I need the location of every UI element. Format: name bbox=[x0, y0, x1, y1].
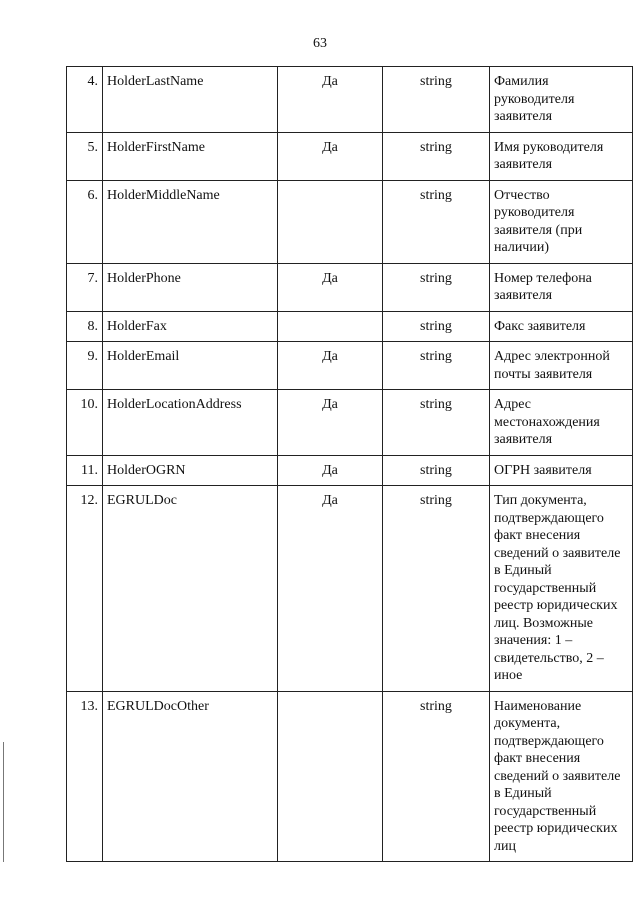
field-type: string bbox=[383, 342, 490, 390]
row-number: 9. bbox=[67, 342, 103, 390]
required-flag: Да bbox=[278, 390, 383, 456]
field-type: string bbox=[383, 263, 490, 311]
row-number: 12. bbox=[67, 486, 103, 692]
required-flag: Да bbox=[278, 486, 383, 692]
field-name: HolderMiddleName bbox=[103, 180, 278, 263]
row-number: 13. bbox=[67, 691, 103, 862]
field-name: HolderLastName bbox=[103, 67, 278, 133]
scan-edge-line bbox=[3, 742, 4, 862]
field-type: string bbox=[383, 180, 490, 263]
field-type: string bbox=[383, 67, 490, 133]
row-number: 4. bbox=[67, 67, 103, 133]
field-name: HolderLocationAddress bbox=[103, 390, 278, 456]
field-name: HolderFirstName bbox=[103, 132, 278, 180]
fields-table bbox=[66, 66, 633, 862]
field-description: Адрес местонахождения заявителя bbox=[490, 390, 633, 456]
field-description: ОГРН заявителя bbox=[490, 455, 633, 486]
required-flag: Да bbox=[278, 132, 383, 180]
required-flag: Да bbox=[278, 455, 383, 486]
row-number: 5. bbox=[67, 132, 103, 180]
field-type: string bbox=[383, 691, 490, 862]
required-flag: Да bbox=[278, 263, 383, 311]
required-flag: Да bbox=[278, 342, 383, 390]
field-name: EGRULDoc bbox=[103, 486, 278, 692]
row-number: 10. bbox=[67, 390, 103, 456]
field-type: string bbox=[383, 390, 490, 456]
required-flag bbox=[278, 180, 383, 263]
field-description: Фамилия руководителя заявителя bbox=[490, 67, 633, 133]
field-type: string bbox=[383, 132, 490, 180]
table-row bbox=[67, 455, 633, 486]
field-description: Номер телефона заявителя bbox=[490, 263, 633, 311]
field-description: Имя руководителя заявителя bbox=[490, 132, 633, 180]
required-flag bbox=[278, 691, 383, 862]
required-flag: Да bbox=[278, 67, 383, 133]
table-row bbox=[67, 691, 633, 862]
field-name: HolderPhone bbox=[103, 263, 278, 311]
field-description: Тип документа, подтверждающего факт внесения сведений о заявителе в Единый государственный реестр юридических лиц. Возможные значения: 1 – свидетельство, 2 – иное bbox=[490, 486, 633, 692]
table-row bbox=[67, 132, 633, 180]
field-name: HolderFax bbox=[103, 311, 278, 342]
field-name: EGRULDocOther bbox=[103, 691, 278, 862]
field-type: string bbox=[383, 455, 490, 486]
field-name: HolderOGRN bbox=[103, 455, 278, 486]
table-row bbox=[67, 67, 633, 133]
field-type: string bbox=[383, 486, 490, 692]
field-name: HolderEmail bbox=[103, 342, 278, 390]
field-description: Адрес электронной почты заявителя bbox=[490, 342, 633, 390]
table-row bbox=[67, 311, 633, 342]
table-row bbox=[67, 390, 633, 456]
row-number: 6. bbox=[67, 180, 103, 263]
page-number: 63 bbox=[313, 36, 327, 51]
table-row bbox=[67, 180, 633, 263]
table-row bbox=[67, 486, 633, 692]
field-description: Отчество руководителя заявителя (при наличии) bbox=[490, 180, 633, 263]
row-number: 8. bbox=[67, 311, 103, 342]
row-number: 7. bbox=[67, 263, 103, 311]
row-number: 11. bbox=[67, 455, 103, 486]
field-description: Наименование документа, подтверждающего факт внесения сведений о заявителе в Единый государственный реестр юридических лиц bbox=[490, 691, 633, 862]
required-flag bbox=[278, 311, 383, 342]
table-row bbox=[67, 342, 633, 390]
field-type: string bbox=[383, 311, 490, 342]
field-description: Факс заявителя bbox=[490, 311, 633, 342]
table-row bbox=[67, 263, 633, 311]
